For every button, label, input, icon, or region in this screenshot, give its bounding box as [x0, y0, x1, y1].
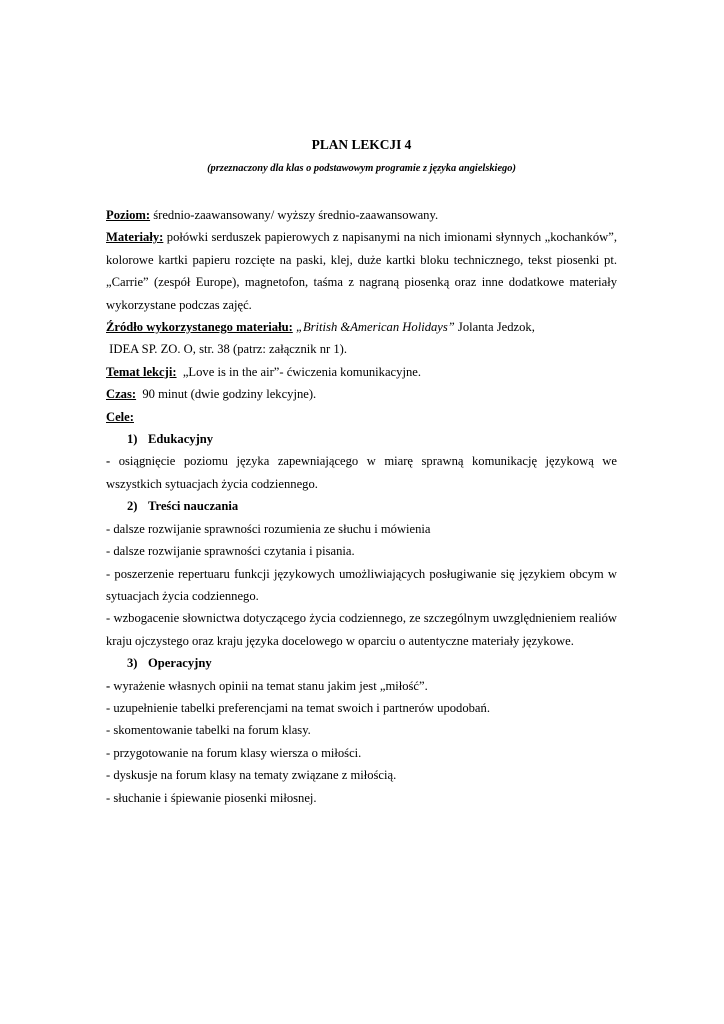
- section-3-item-1-text: wyrażenie własnych opinii na temat stanu jakim jest „miłość”.: [113, 678, 428, 693]
- section-1-item-1-text: osiągnięcie poziomu języka zapewniającego w miarę sprawną komunikację językową we wszystkich sytuacjach życia codziennego.: [106, 454, 617, 491]
- section-2-item-3: - poszerzenie repertuaru funkcji językowych umożliwiających posługiwanie się językiem obcym w sytuacjach życia codziennego.: [106, 566, 617, 603]
- czas-value: 90 minut (dwie godziny lekcyjne).: [142, 387, 317, 402]
- section-2-item-1: - dalsze rozwijanie sprawności rozumienia ze słuchu i mówienia: [106, 521, 431, 536]
- temat-label: Temat lekcji:: [106, 364, 177, 379]
- section-3-item-5: - dyskusje na forum klasy na tematy związane z miłością.: [106, 768, 397, 783]
- section-2-heading: [106, 495, 617, 517]
- section-3-title: Operacyjny: [148, 656, 212, 671]
- section-2-number: 2): [127, 499, 138, 514]
- section-3-heading: [106, 652, 617, 674]
- zrodlo-title: „British &American Holidays”: [295, 320, 455, 335]
- page-title: PLAN LEKCJI 4: [311, 137, 412, 152]
- poziom-label: Poziom:: [106, 208, 151, 222]
- section-2-title: Treści nauczania: [148, 499, 239, 514]
- czas-line: [106, 383, 617, 405]
- document-body: [106, 204, 617, 809]
- cele-label: Cele:: [106, 409, 134, 424]
- document-page: [106, 136, 617, 809]
- temat-line: [106, 361, 617, 383]
- section-2-item-4: - wzbogacenie słownictwa dotyczącego życia codziennego, ze szczególnym uwzględnieniem realiów kraju ojczystego oraz kraju języka docelowego w oparciu o autentyczne materiały językowe.: [106, 611, 617, 648]
- zrodlo-author: Jolanta Jedzok,: [454, 320, 535, 335]
- zrodlo-publisher-line: [106, 338, 617, 360]
- section-2-item-2: - dalsze rozwijanie sprawności czytania i pisania.: [106, 544, 355, 559]
- page-subtitle: (przeznaczony dla klas o podstawowym programie z języka angielskiego): [207, 163, 516, 174]
- section-1-number: 1): [127, 432, 138, 447]
- bold-dash: -: [106, 454, 111, 469]
- section-3-item-3: - skomentowanie tabelki na forum klasy.: [106, 723, 311, 738]
- materialy-value: połówki serduszek papierowych z napisanymi na nich imionami słynnych „kochanków”, kolorowe kartki papieru rozcięte na paski, klej, duże kartki bloku technicznego, tekst piosenki pt. „Carrie” (zespół Europe), magnetofon, taśma z nagraną piosenką oraz inne dodatkowe materiały wykorzystane podczas zajęć.: [106, 230, 617, 312]
- zrodlo-publisher: IDEA SP. ZO. O, str. 38 (patrz: załącznik nr 1).: [109, 342, 347, 357]
- temat-value: „Love is in the air”- ćwiczenia komunikacyjne.: [182, 364, 421, 379]
- poziom-value: średnio-zaawansowany/ wyższy średnio-zaawansowany.: [153, 208, 439, 222]
- section-1-title: Edukacyjny: [148, 432, 214, 447]
- bold-dash-2: -: [106, 678, 111, 693]
- section-3-item-4: - przygotowanie na forum klasy wiersza o miłości.: [106, 745, 362, 760]
- materialy-paragraph: [106, 226, 617, 316]
- czas-label: Czas:: [106, 387, 137, 402]
- section-3-number: 3): [127, 656, 138, 671]
- section-1-heading: [106, 428, 617, 450]
- section-3-item-1: [106, 675, 617, 697]
- section-3-item-2: - uzupełnienie tabelki preferencjami na temat swoich i partnerów upodobań.: [106, 700, 490, 715]
- cele-line: [106, 406, 617, 428]
- zrodlo-line: [106, 316, 617, 338]
- zrodlo-label: Źródło wykorzystanego materiału:: [106, 320, 293, 335]
- materialy-label: Materiały:: [106, 230, 164, 245]
- poziom-line: [106, 204, 617, 226]
- section-3-item-6: - słuchanie i śpiewanie piosenki miłosnej.: [106, 790, 317, 805]
- section-1-item-1: [106, 450, 617, 495]
